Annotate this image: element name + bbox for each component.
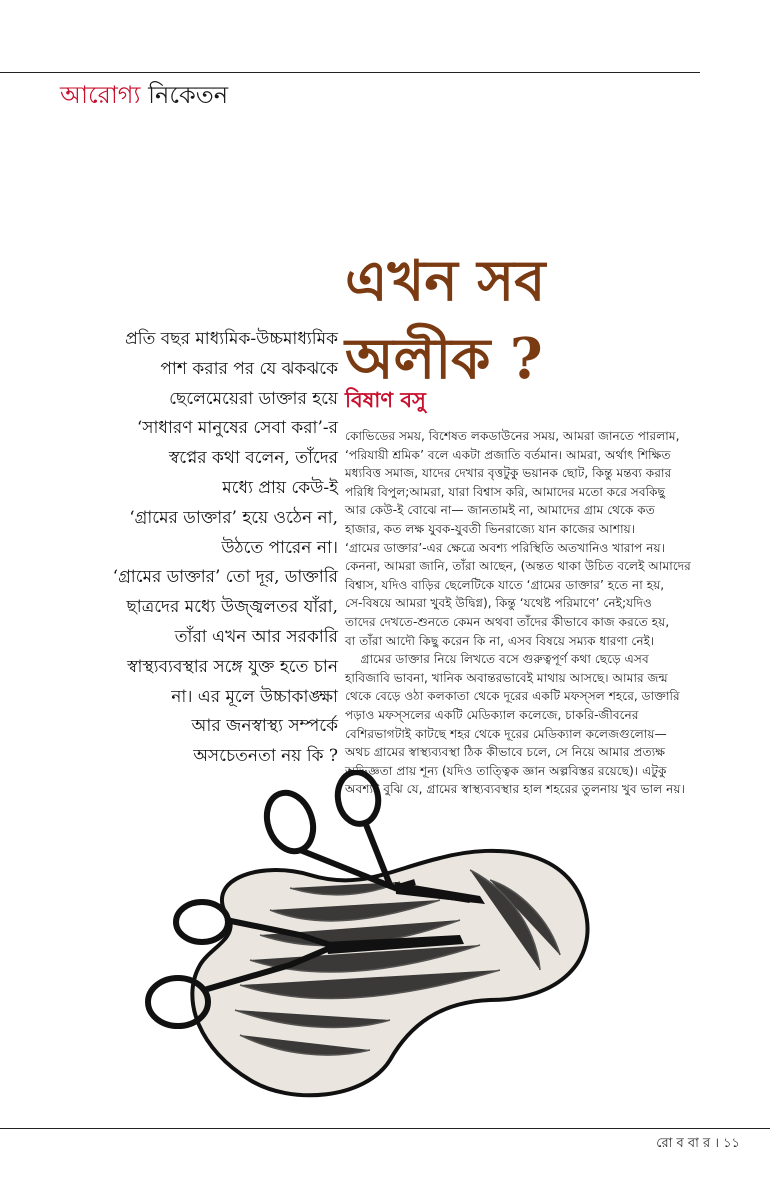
body-line: মধ্যবিত্ত সমাজ, যাদের দেখার বৃত্তটুকু ভয়ানক ছোট, কিন্তু মন্তব্য করার [345,466,672,481]
body-line: গ্রামের ডাক্তার নিয়ে লিখতে বসে গুরুত্বপূর্ণ কথা ছেড়ে এসব [345,652,649,667]
top-rule [0,72,700,73]
pullquote-line: ‘গ্রামের ডাক্তার’ হয়ে ওঠেন না, [129,507,338,528]
pullquote-line: ছেলেমেয়েরা ডাক্তার হয়ে [169,388,338,409]
body-line: বা তাঁরা আদৌ কিছু করেন কি না, এসব বিষয়ে সম্যক ধারণা নেই। [345,633,655,648]
body-line: আর কেউ-ই বোঝে না— জানতামই না, আমাদের গ্রাম থেকে কত [345,503,655,518]
headline-line-2: অলীক ? [345,326,543,392]
article-body [345,427,735,799]
section-heading-part1: আরোগ্য [60,81,141,109]
author-byline: বিষাণ বসু [345,387,426,412]
pullquote-line: আর জনস্বাস্থ্য সম্পর্কে [191,716,338,737]
body-line: অবশ্যই বুঝি যে, গ্রামের স্বাস্থ্যব্যবস্থার হাল শহরের তুলনায় খুব ভাল নয়। [345,782,685,797]
body-line: ‘গ্রামের ডাক্তার’-এর ক্ষেত্রে অবশ্য পরিস্থিতি অতখানিও খারাপ নয়। [345,540,666,555]
pullquote-line: পাশ করার পর যে ঝকঝকে [160,358,338,379]
body-line: হাবিজাবি ভাবনা, খানিক অবান্তরভাবেই মাথায় আসছে। আমার জন্ম [345,670,668,685]
body-line: কোভিডের সময়, বিশেষত লকডাউনের সময়, আমরা জানতে পারলাম, [345,429,680,443]
bottom-rule [0,1128,770,1129]
scissors-on-pillow-illustration [140,770,610,1110]
section-heading-part2: নিকেতন [148,81,229,109]
pullquote-line: স্বাস্থ্যব্যবস্থার সঙ্গে যুক্ত হতে চান [127,656,338,677]
body-line: বেশিরভাগটাই কাটছে শহর থেকে দূরের মেডিক্যাল কলেজগুলোয়— [345,726,667,741]
body-line: বিশ্বাস, যদিও বাড়ির ছেলেটিকে যাতে ‘গ্রামের ডাক্তার’ হতে না হয়, [345,577,665,592]
body-line: তাদের দেখতে-শুনতে কেমন অথবা তাঁদের কীভাবে কাজ করতে হয়, [345,614,670,629]
body-line: হাজার, কত লক্ষ যুবক-যুবতী ভিনরাজ্যে যান কাজের আশায়। [345,521,636,536]
pullquote-line: প্রতি বছর মাধ্যমিক-উচ্চমাধ্যমিক [125,329,338,349]
body-line: থেকে বেড়ে ওঠা কলকাতা থেকে দূরের একটি মফস্‌সল শহরে, ডাক্তারি [345,689,680,704]
article-headline [345,242,595,398]
body-line: ‘পরিযায়ী শ্রমিক’ বলে একটা প্রজাতি বর্তমান। আমরা, অর্থাৎ শিক্ষিত [345,447,671,462]
headline-line-1: এখন সব [345,248,546,314]
pullquote-line: অসচেতনতা নয় কি ? [193,746,338,767]
body-line: অভিজ্ঞতা প্রায় শূন্য (যদিও তাত্ত্বিক জ্ঞান অল্পবিস্তর রয়েছে)। এটুকু [345,763,667,778]
body-line: পড়াও মফস্‌সলের একটি মেডিক্যাল কলেজে, চাকরি-জীবনের [345,707,639,722]
body-line: কেননা, আমরা জানি, তাঁরা আছেন, (অন্তত থাকা উচিত বলেই আমাদের [345,559,691,574]
body-line: পরিধি বিপুল;আমরা, যারা বিশ্বাস করি, আমাদের মতো করে সবকিছু [345,484,666,499]
pullquote-line: তাঁরা এখন আর সরকারি [174,626,338,647]
body-line: অথচ গ্রামের স্বাস্থ্যব্যবস্থা ঠিক কীভাবে চলে, সে নিয়ে আমার প্রত্যক্ষ [345,745,666,760]
pullquote-line: ‘সাধারণ মানুষের সেবা করা’-র [136,418,338,439]
section-heading [60,78,228,112]
pull-quote [60,325,338,772]
pullquote-line: স্বপ্নের কথা বলেন, তাঁদের [168,448,338,469]
pullquote-line: ‘গ্রামের ডাক্তার’ তো দূর, ডাক্তারি [112,567,338,588]
pullquote-line: ছাত্রদের মধ্যে উজ্জ্বলতর যাঁরা, [126,597,338,618]
page-folio: রো ব বা র । ১১ [656,1136,740,1151]
pullquote-line: মধ্যে প্রায় কেউ-ই [222,477,338,498]
body-line: সে-বিষয়ে আমরা খুবই উদ্বিগ্ন), কিন্তু ‘যথেষ্ট পরিমাণে’ নেই;যদিও [345,596,652,611]
pullquote-line: উঠতে পারেন না। [221,537,338,558]
pullquote-line: না। এর মূলে উচ্চাকাঙ্ক্ষা [171,686,338,707]
